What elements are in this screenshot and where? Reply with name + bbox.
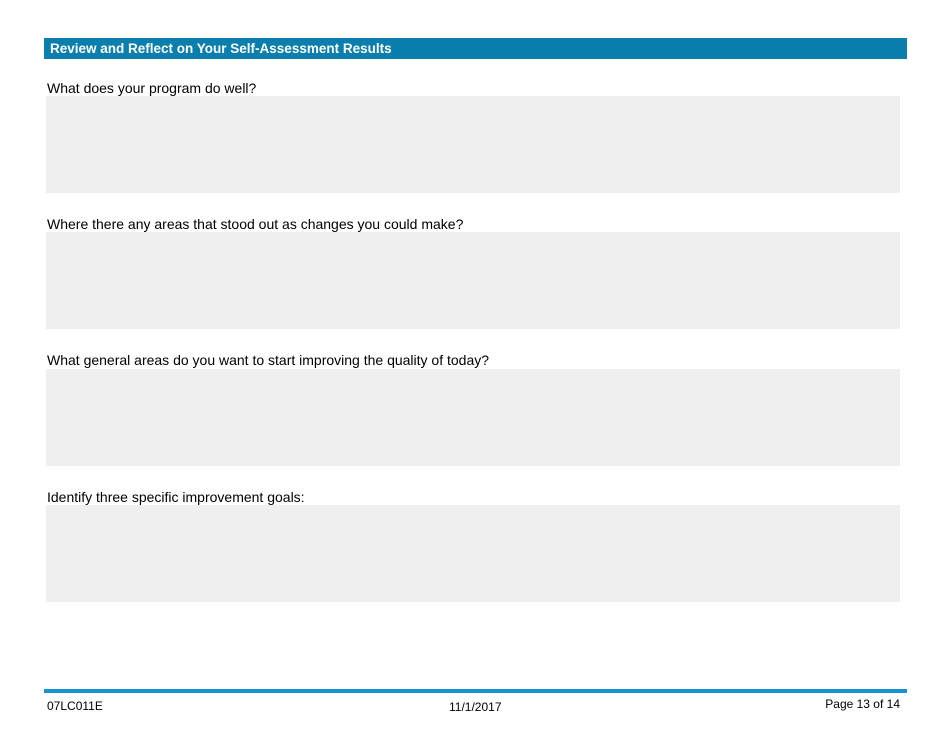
question-4-answer-field[interactable] [46, 505, 900, 602]
question-3-answer-field[interactable] [46, 369, 900, 466]
question-2-label: Where there any areas that stood out as changes you could make? [47, 216, 464, 232]
footer-divider [44, 689, 907, 693]
question-4-label: Identify three specific improvement goals: [47, 489, 305, 505]
footer-page-number: Page 13 of 14 [825, 697, 900, 711]
question-1-answer-field[interactable] [46, 96, 900, 193]
footer-date: 11/1/2017 [449, 700, 502, 714]
question-1-label: What does your program do well? [47, 80, 257, 96]
footer-form-code: 07LC011E [47, 699, 103, 713]
question-3-label: What general areas do you want to start improving the quality of today? [47, 352, 490, 368]
question-2-answer-field[interactable] [46, 232, 900, 329]
section-title: Review and Reflect on Your Self-Assessment Results [44, 38, 907, 59]
